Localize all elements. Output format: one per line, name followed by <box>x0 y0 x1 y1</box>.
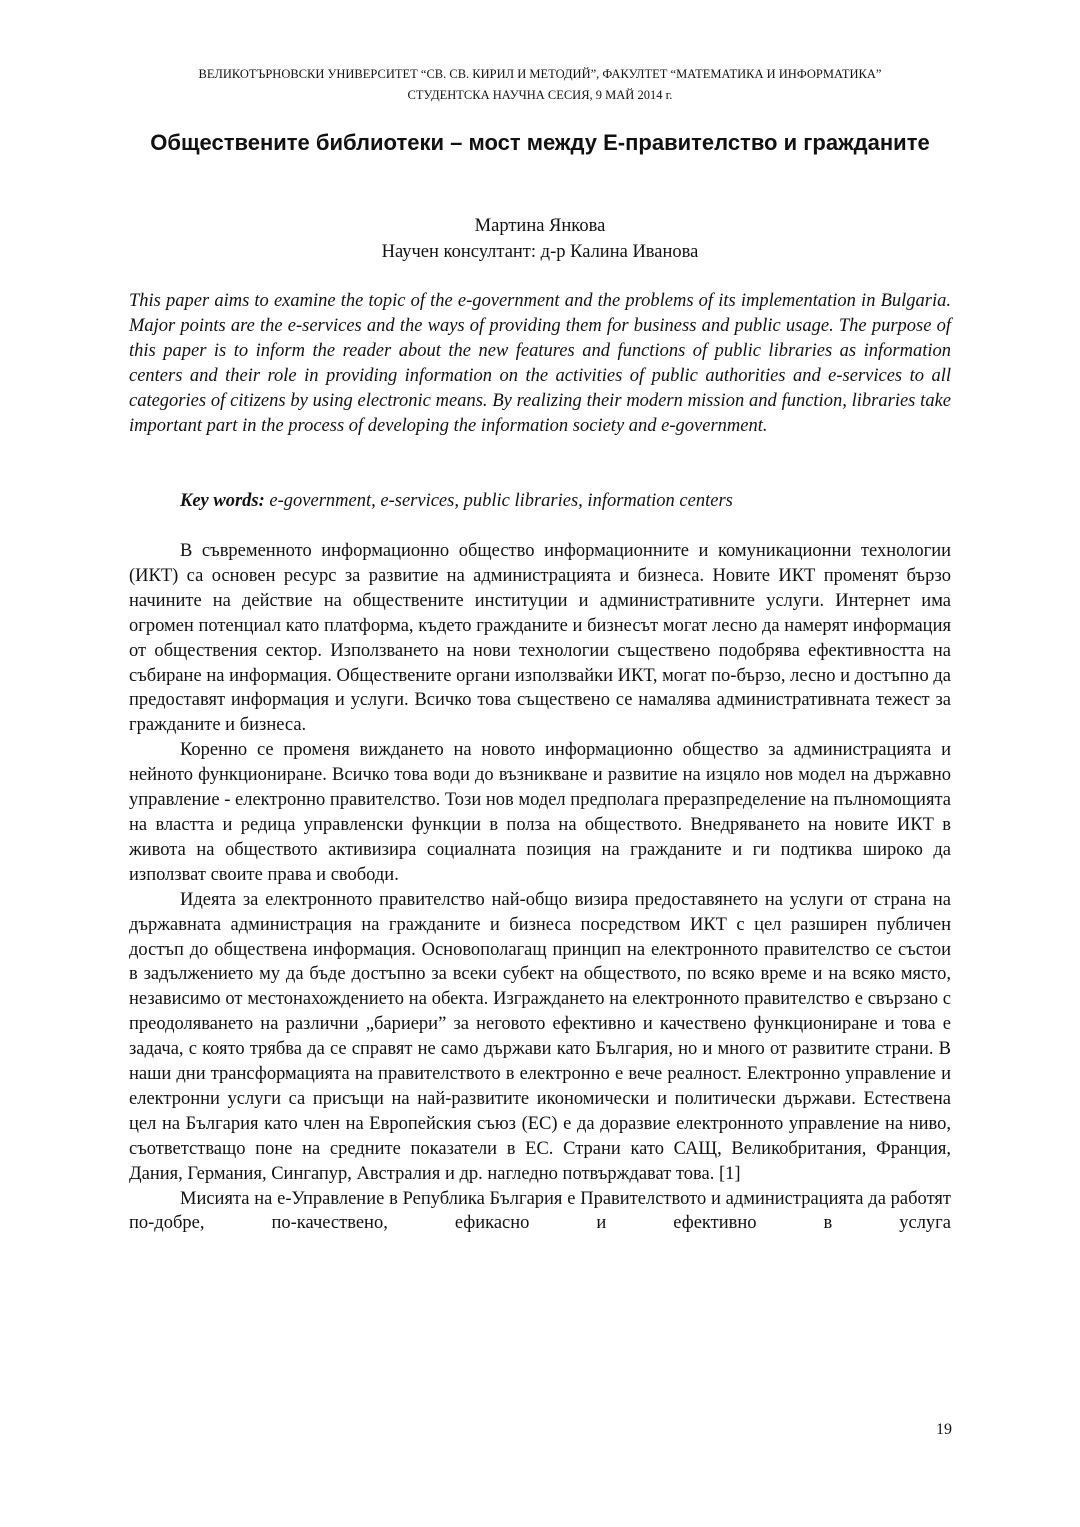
paper-title: Обществените библиотеки – мост между Е-правителство и гражданите <box>150 130 930 155</box>
running-header-line-1: ВЕЛИКОТЪРНОВСКИ УНИВЕРСИТЕТ “СВ. СВ. КИРИЛ И МЕТОДИЙ”, ФАКУЛТЕТ “МАТЕМАТИКА И ИНФОРМАТИКА” <box>198 67 882 81</box>
body-paragraph-3: Идеята за електронното правителство най-общо визира предоставянето на услуги от страна на държавната администрация на гражданите и бизнеса посредством ИКТ с цел разширен публичен достъп до обществена информация. Основополагащ принцип на електронното правителство се състои в задължението му да бъде достъпно за всеки субект на обществото, по всяко време и на всяко място, независимо от местонахождението на обекта. Изграждането на електронното правителство е свързано с преодоляването на различни „бариери” за неговото ефективно и качествено функциониране и това е задача, с която трябва да се справят не само държави като България, но и много от развитите страни. В наши дни трансформацията на правителството в електронно е вече реалност. Електронно управление и електронни услуги са присъщи на най-развитите икономически и политически държави. Естествена цел на България като член на Европейския съюз (ЕС) е да доразвие електронното управление на ниво, съответстващо поне на средните показатели в ЕС. Страни като САЩ, Великобритания, Франция, Дания, Германия, Сингапур, Австралия и др. нагледно потвърждават това. [1] <box>129 889 951 1184</box>
body-paragraph-4: Мисията на е-Управление в Република България е Правителството и администрацията да работят по-добре, по-качествено, ефикасно и ефективно в услуга <box>129 1188 951 1234</box>
abstract: This paper aims to examine the topic of the e-government and the problems of its implementation in Bulgaria. Major points are the e-services and the ways of providing them for business and public usage. The purpose of this paper is to inform the reader about the new features and functions of public libraries as information centers and their role in providing information on the activities of public authorities and e-services to all categories of citizens by using electronic means. By realizing their modern mission and function, libraries take important part in the process of developing the information society and e-government. <box>129 291 951 436</box>
running-header-line-2: СТУДЕНТСКА НАУЧНА СЕСИЯ, 9 МАЙ 2014 г. <box>407 88 673 102</box>
keywords-label: Key words: <box>180 491 265 511</box>
scientific-advisor: Научен консултант: д-р Калина Иванова <box>381 242 699 262</box>
body-paragraph-2: Коренно се променя виждането на новото информационно общество за администрацията и нейното функциониране. Всичко това води до възникване и развитие на изцяло нов модел на държавно управление - електронно правителство. Този нов модел предполага преразпределение на пълномощията на властта и редица управленски функции в полза на обществото. Внедряването на новите ИКТ в живота на обществото активизира социалната позиция на гражданите и ги подтиква широко да използват своите права и свободи. <box>129 740 951 885</box>
running-header <box>100 64 980 106</box>
page-number: 19 <box>936 1421 952 1438</box>
author-block <box>130 213 950 265</box>
body-text <box>129 539 951 1236</box>
body-paragraph-1: В съвременното информационно общество информационните и комуникационни технологии (ИКТ) са основен ресурс за развитие на администрацията и бизнеса. Новите ИКТ променят бързо начините на действие на обществените институции и административните услуги. Интернет има огромен потенциал като платформа, където гражданите и бизнесът могат лесно да намерят информация от обществения сектор. Използването на нови технологии съществено подобрява ефективността на събиране на информация. Обществените органи използвайки ИКТ, могат по-бързо, лесно и достъпно да предоставят информация и услуги. Всичко това съществено се намалява административната тежест за гражданите и бизнеса. <box>129 541 951 736</box>
author-name: Мартина Янкова <box>474 216 606 236</box>
keywords-text: e-government, e-services, public libraries, information centers <box>269 491 733 511</box>
keywords <box>180 489 950 514</box>
